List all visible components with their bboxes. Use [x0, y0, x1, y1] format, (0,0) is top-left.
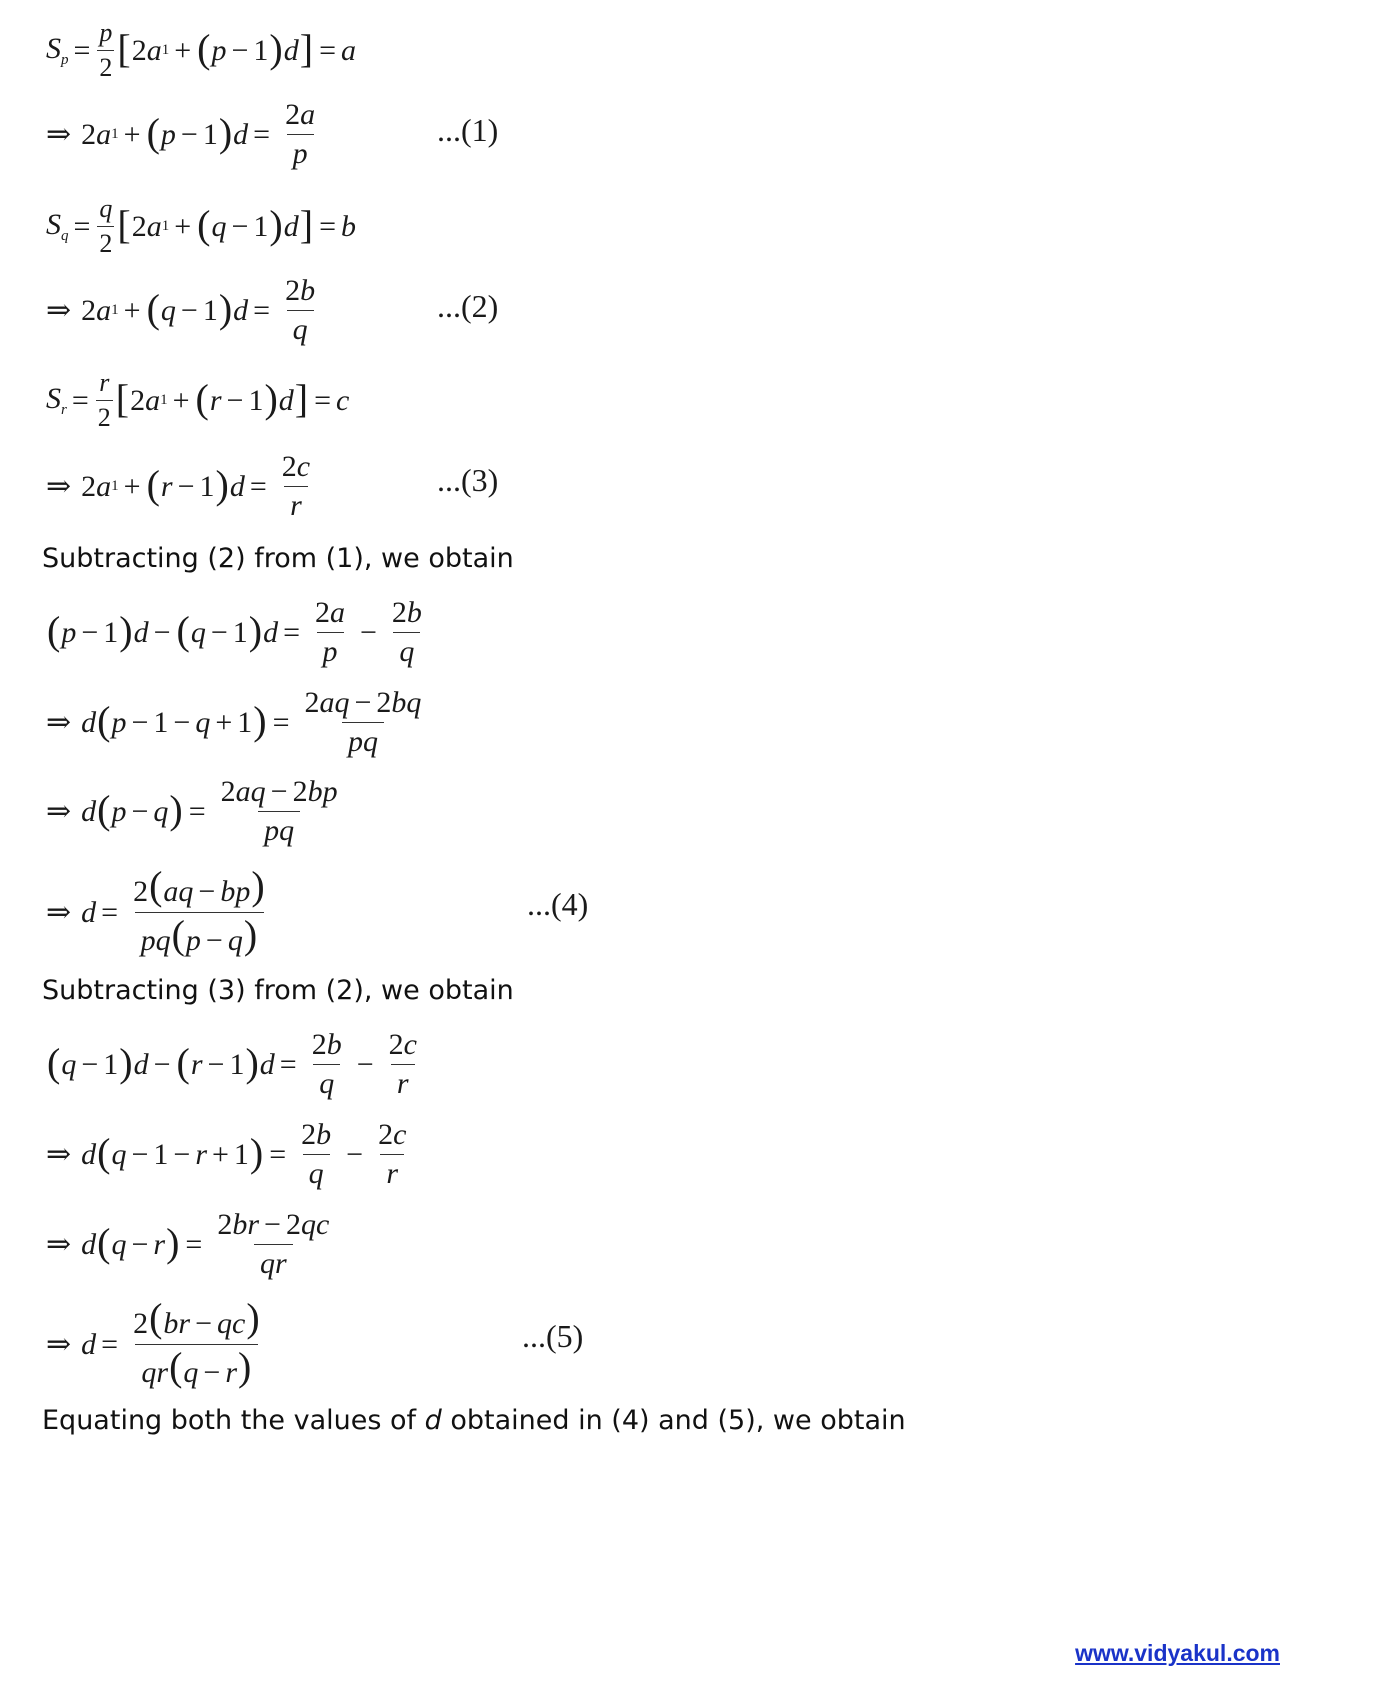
equation-tag-1: ...(1): [437, 112, 499, 148]
equating-text-part1: Equating both the values of: [42, 1405, 417, 1436]
equation-sr: $S_r$ = $\frac{r}{2}$ [ 2 a 1 + ( r − 1 ) d ] = c: [46, 368, 350, 432]
equation-sub2-d: ⇒ d = $\frac{2(br - qc)}{qr(q - r)}$: [46, 1295, 260, 1389]
equation-1: ⇒ 2 a 1 + ( p − 1 ) d = $\frac{2a}{p}$: [46, 98, 316, 170]
equation-tag-5: ...(5): [522, 1318, 584, 1354]
equation-sub1-d: ⇒ d = $\frac{2(aq - bp)}{pq(p - q)}$: [46, 863, 265, 957]
equation-sub2-a: ( q − 1 ) d − ( r − 1 ) d = $\frac{2b}{q}$ − $\frac{2c}{r}$: [47, 1028, 417, 1100]
variable-d: d: [424, 1405, 442, 1436]
equation-sub1-c: ⇒ d ( p − q ) = $\frac{2aq - 2bp}{pq}$: [46, 775, 338, 847]
equation-tag-2: ...(2): [437, 288, 499, 324]
equation-sq: $S_q$ = $\frac{q}{2}$ [ 2 a 1 + ( q − 1 ) d ] = b: [46, 194, 356, 258]
equation-tag-3: ...(3): [437, 462, 499, 498]
equation-sub1-a: ( p − 1 ) d − ( q − 1 ) d = $\frac{2a}{p}$ − $\frac{2b}{q}$: [47, 596, 422, 668]
equation-sub2-b: ⇒ d ( q − 1 − r + 1 ) = $\frac{2b}{q}$ − $\frac{2c}{r}$: [46, 1118, 407, 1190]
equation-sub1-b: ⇒ d ( p − 1 − q + 1 ) = $\frac{2aq - 2bq}{pq}$: [46, 686, 422, 758]
equation-sub2-c: ⇒ d ( q − r ) = $\frac{2br - 2qc}{qr}$: [46, 1208, 330, 1280]
equation-sp: $S_p$ = $\frac{p}{2}$ [ 2 a 1 + ( p − 1 ) d ] = a: [46, 18, 356, 82]
equating-values-text: [42, 1405, 906, 1436]
equating-text-part2: obtained in (4) and (5), we obtain: [450, 1405, 906, 1436]
equation-2: ⇒ 2 a 1 + ( q − 1 ) d = $\frac{2b}{q}$: [46, 274, 316, 346]
subtract-2-from-1-text: Subtracting (2) from (1), we obtain: [42, 543, 514, 574]
equation-3: ⇒ 2 a 1 + ( r − 1 ) d = $\frac{2c}{r}$: [46, 450, 311, 522]
vidyakul-link[interactable]: www.vidyakul.com: [1075, 1640, 1280, 1666]
equation-tag-4: ...(4): [527, 886, 589, 922]
subtract-3-from-2-text: Subtracting (3) from (2), we obtain: [42, 975, 514, 1006]
